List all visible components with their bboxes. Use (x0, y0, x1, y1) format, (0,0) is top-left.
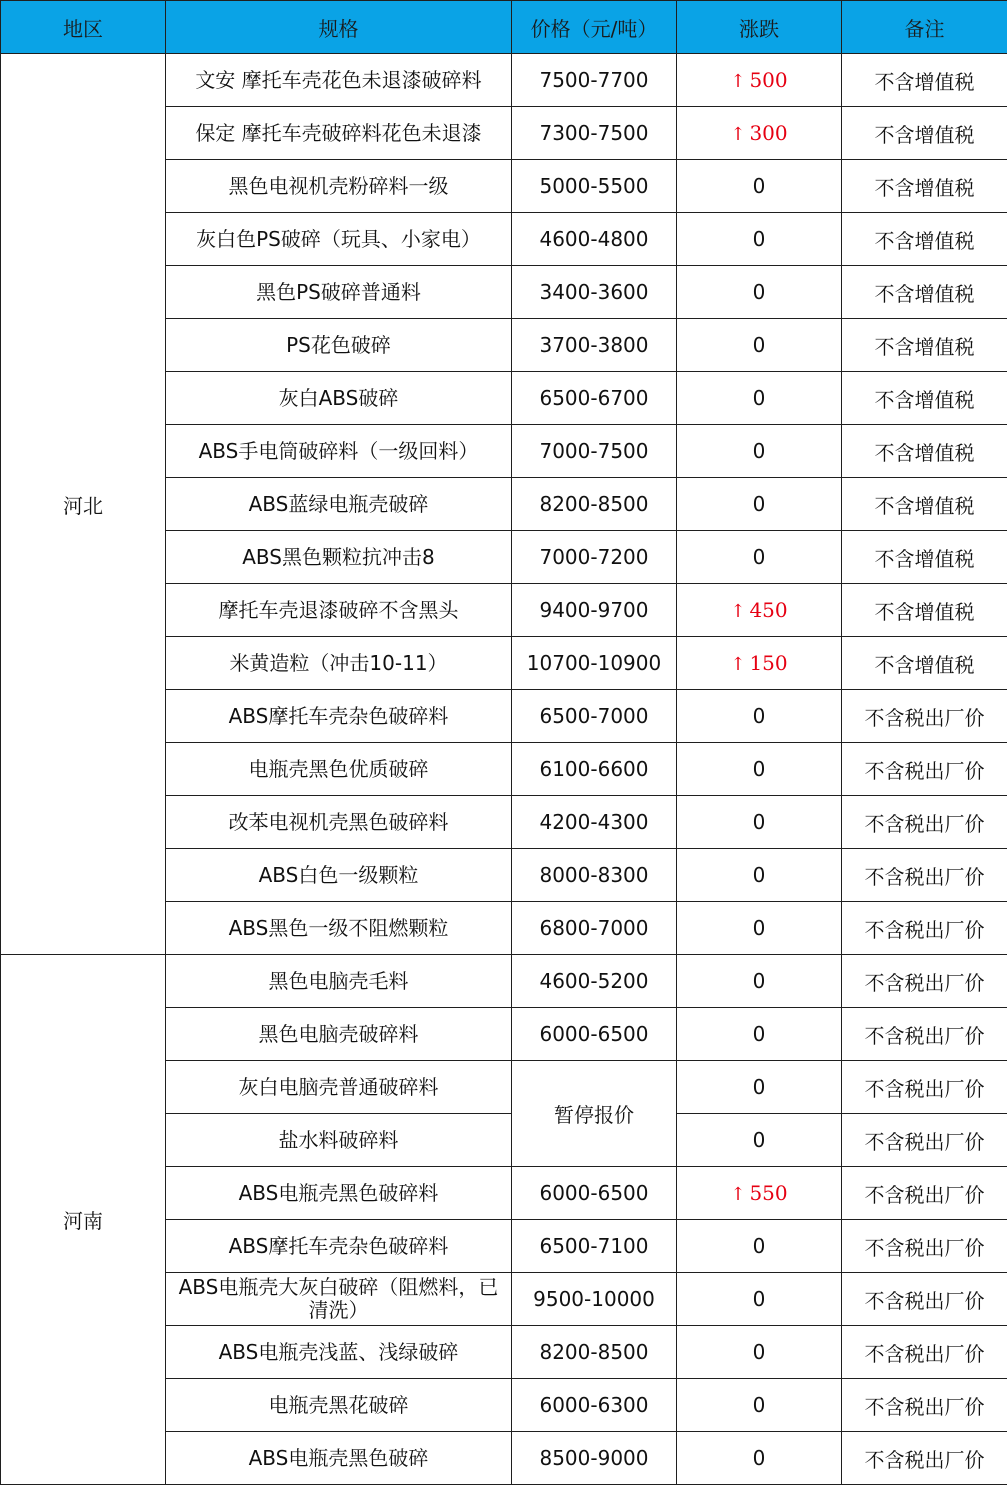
change-cell: 0 (677, 1326, 842, 1379)
spec-cell: 文安 摩托车壳花色未退漆破碎料 (166, 54, 512, 107)
spec-cell: 盐水料破碎料 (166, 1114, 512, 1167)
remark-cell: 不含税出厂价 (842, 849, 1007, 902)
spec-cell: 灰白色PS破碎（玩具、小家电） (166, 213, 512, 266)
price-cell: 5000-5500 (512, 160, 677, 213)
price-cell: 10700-10900 (512, 637, 677, 690)
remark-cell: 不含增值税 (842, 478, 1007, 531)
change-cell: 0 (677, 690, 842, 743)
remark-cell: 不含税出厂价 (842, 1220, 1007, 1273)
change-cell: 0 (677, 425, 842, 478)
up-arrow-icon: ↑ (730, 1184, 746, 1205)
change-up (730, 651, 787, 675)
change-cell: 0 (677, 1273, 842, 1326)
remark-cell: 不含增值税 (842, 213, 1007, 266)
change-cell: 0 (677, 266, 842, 319)
change-cell: 0 (677, 1379, 842, 1432)
spec-cell: 米黄造粒（冲击10-11） (166, 637, 512, 690)
remark-cell: 不含税出厂价 (842, 1167, 1007, 1220)
price-cell: 6000-6500 (512, 1167, 677, 1220)
change-cell: 0 (677, 743, 842, 796)
header-row (1, 1, 1007, 54)
price-cell: 7000-7500 (512, 425, 677, 478)
change-cell: 0 (677, 1220, 842, 1273)
price-cell: 4600-5200 (512, 955, 677, 1008)
price-cell: 4600-4800 (512, 213, 677, 266)
change-cell: 0 (677, 213, 842, 266)
change-cell: 0 (677, 1061, 842, 1114)
change-cell: 0 (677, 955, 842, 1008)
change-cell: 0 (677, 319, 842, 372)
header-region: 地区 (1, 1, 166, 54)
remark-cell: 不含税出厂价 (842, 1273, 1007, 1326)
spec-cell: 电瓶壳黑花破碎 (166, 1379, 512, 1432)
region-cell: 河南 (1, 955, 166, 1485)
remark-cell: 不含增值税 (842, 266, 1007, 319)
remark-cell: 不含税出厂价 (842, 902, 1007, 955)
spec-cell: 黑色电视机壳粉碎料一级 (166, 160, 512, 213)
region-cell: 河北 (1, 54, 166, 955)
up-arrow-icon: ↑ (730, 601, 746, 622)
remark-cell: 不含税出厂价 (842, 743, 1007, 796)
remark-cell: 不含增值税 (842, 160, 1007, 213)
spec-cell: ABS电瓶壳黑色破碎 (166, 1432, 512, 1485)
spec-cell: 电瓶壳黑色优质破碎 (166, 743, 512, 796)
change-value: 150 (749, 651, 788, 675)
remark-cell: 不含税出厂价 (842, 1061, 1007, 1114)
change-cell: 0 (677, 1432, 842, 1485)
change-value: 450 (749, 598, 788, 622)
price-cell: 6800-7000 (512, 902, 677, 955)
spec-cell: 黑色电脑壳毛料 (166, 955, 512, 1008)
change-cell: 0 (677, 902, 842, 955)
price-cell: 8200-8500 (512, 1326, 677, 1379)
price-cell: 6000-6300 (512, 1379, 677, 1432)
change-cell: 0 (677, 478, 842, 531)
spec-cell: ABS电瓶壳黑色破碎料 (166, 1167, 512, 1220)
change-cell (677, 584, 842, 637)
spec-cell: ABS电瓶壳大灰白破碎（阻燃料，已清洗） (166, 1273, 512, 1326)
change-value: 550 (749, 1181, 788, 1205)
remark-cell: 不含税出厂价 (842, 1379, 1007, 1432)
change-cell (677, 637, 842, 690)
up-arrow-icon: ↑ (730, 654, 746, 675)
spec-cell: ABS白色一级颗粒 (166, 849, 512, 902)
spec-cell: ABS黑色一级不阻燃颗粒 (166, 902, 512, 955)
change-cell (677, 107, 842, 160)
table-row (1, 955, 1007, 1008)
price-cell: 8500-9000 (512, 1432, 677, 1485)
table-header (1, 1, 1007, 54)
change-cell (677, 1167, 842, 1220)
remark-cell: 不含增值税 (842, 54, 1007, 107)
change-cell: 0 (677, 160, 842, 213)
header-remark: 备注 (842, 1, 1007, 54)
spec-cell: ABS手电筒破碎料（一级回料） (166, 425, 512, 478)
price-cell: 7300-7500 (512, 107, 677, 160)
remark-cell: 不含税出厂价 (842, 1008, 1007, 1061)
price-cell: 7000-7200 (512, 531, 677, 584)
spec-cell: 黑色PS破碎普通料 (166, 266, 512, 319)
change-up (730, 1181, 787, 1205)
price-cell: 6500-7000 (512, 690, 677, 743)
remark-cell: 不含增值税 (842, 584, 1007, 637)
change-cell: 0 (677, 1114, 842, 1167)
table-row (1, 54, 1007, 107)
price-cell: 3700-3800 (512, 319, 677, 372)
spec-cell: 摩托车壳退漆破碎不含黑头 (166, 584, 512, 637)
header-spec: 规格 (166, 1, 512, 54)
remark-cell: 不含增值税 (842, 319, 1007, 372)
spec-cell: 改苯电视机壳黑色破碎料 (166, 796, 512, 849)
price-cell: 6000-6500 (512, 1008, 677, 1061)
remark-cell: 不含税出厂价 (842, 1114, 1007, 1167)
remark-cell: 不含税出厂价 (842, 690, 1007, 743)
change-cell (677, 54, 842, 107)
price-cell: 8200-8500 (512, 478, 677, 531)
change-cell: 0 (677, 796, 842, 849)
spec-cell: ABS蓝绿电瓶壳破碎 (166, 478, 512, 531)
remark-cell: 不含增值税 (842, 107, 1007, 160)
spec-cell: 保定 摩托车壳破碎料花色未退漆 (166, 107, 512, 160)
price-cell: 9500-10000 (512, 1273, 677, 1326)
spec-cell: 灰白ABS破碎 (166, 372, 512, 425)
change-value: 500 (749, 68, 788, 92)
change-cell: 0 (677, 1008, 842, 1061)
remark-cell: 不含税出厂价 (842, 1326, 1007, 1379)
change-up (730, 598, 787, 622)
spec-cell: ABS摩托车壳杂色破碎料 (166, 1220, 512, 1273)
spec-cell: 灰白电脑壳普通破碎料 (166, 1061, 512, 1114)
table-body (1, 54, 1007, 1485)
remark-cell: 不含税出厂价 (842, 1432, 1007, 1485)
spec-cell: ABS摩托车壳杂色破碎料 (166, 690, 512, 743)
spec-cell: ABS黑色颗粒抗冲击8 (166, 531, 512, 584)
up-arrow-icon: ↑ (730, 71, 746, 92)
change-up (730, 121, 787, 145)
price-cell: 4200-4300 (512, 796, 677, 849)
remark-cell: 不含增值税 (842, 372, 1007, 425)
spec-cell: PS花色破碎 (166, 319, 512, 372)
price-cell: 暂停报价 (512, 1061, 677, 1167)
remark-cell: 不含税出厂价 (842, 955, 1007, 1008)
change-up (730, 68, 787, 92)
price-cell: 8000-8300 (512, 849, 677, 902)
up-arrow-icon: ↑ (730, 124, 746, 145)
price-cell: 6100-6600 (512, 743, 677, 796)
header-change: 涨跌 (677, 1, 842, 54)
remark-cell: 不含增值税 (842, 531, 1007, 584)
price-cell: 3400-3600 (512, 266, 677, 319)
change-cell: 0 (677, 372, 842, 425)
price-cell: 7500-7700 (512, 54, 677, 107)
remark-cell: 不含增值税 (842, 637, 1007, 690)
remark-cell: 不含税出厂价 (842, 796, 1007, 849)
spec-cell: ABS电瓶壳浅蓝、浅绿破碎 (166, 1326, 512, 1379)
price-cell: 9400-9700 (512, 584, 677, 637)
change-value: 300 (749, 121, 788, 145)
header-price: 价格（元/吨） (512, 1, 677, 54)
change-cell: 0 (677, 849, 842, 902)
price-cell: 6500-7100 (512, 1220, 677, 1273)
price-cell: 6500-6700 (512, 372, 677, 425)
remark-cell: 不含增值税 (842, 425, 1007, 478)
spec-cell: 黑色电脑壳破碎料 (166, 1008, 512, 1061)
change-cell: 0 (677, 531, 842, 584)
